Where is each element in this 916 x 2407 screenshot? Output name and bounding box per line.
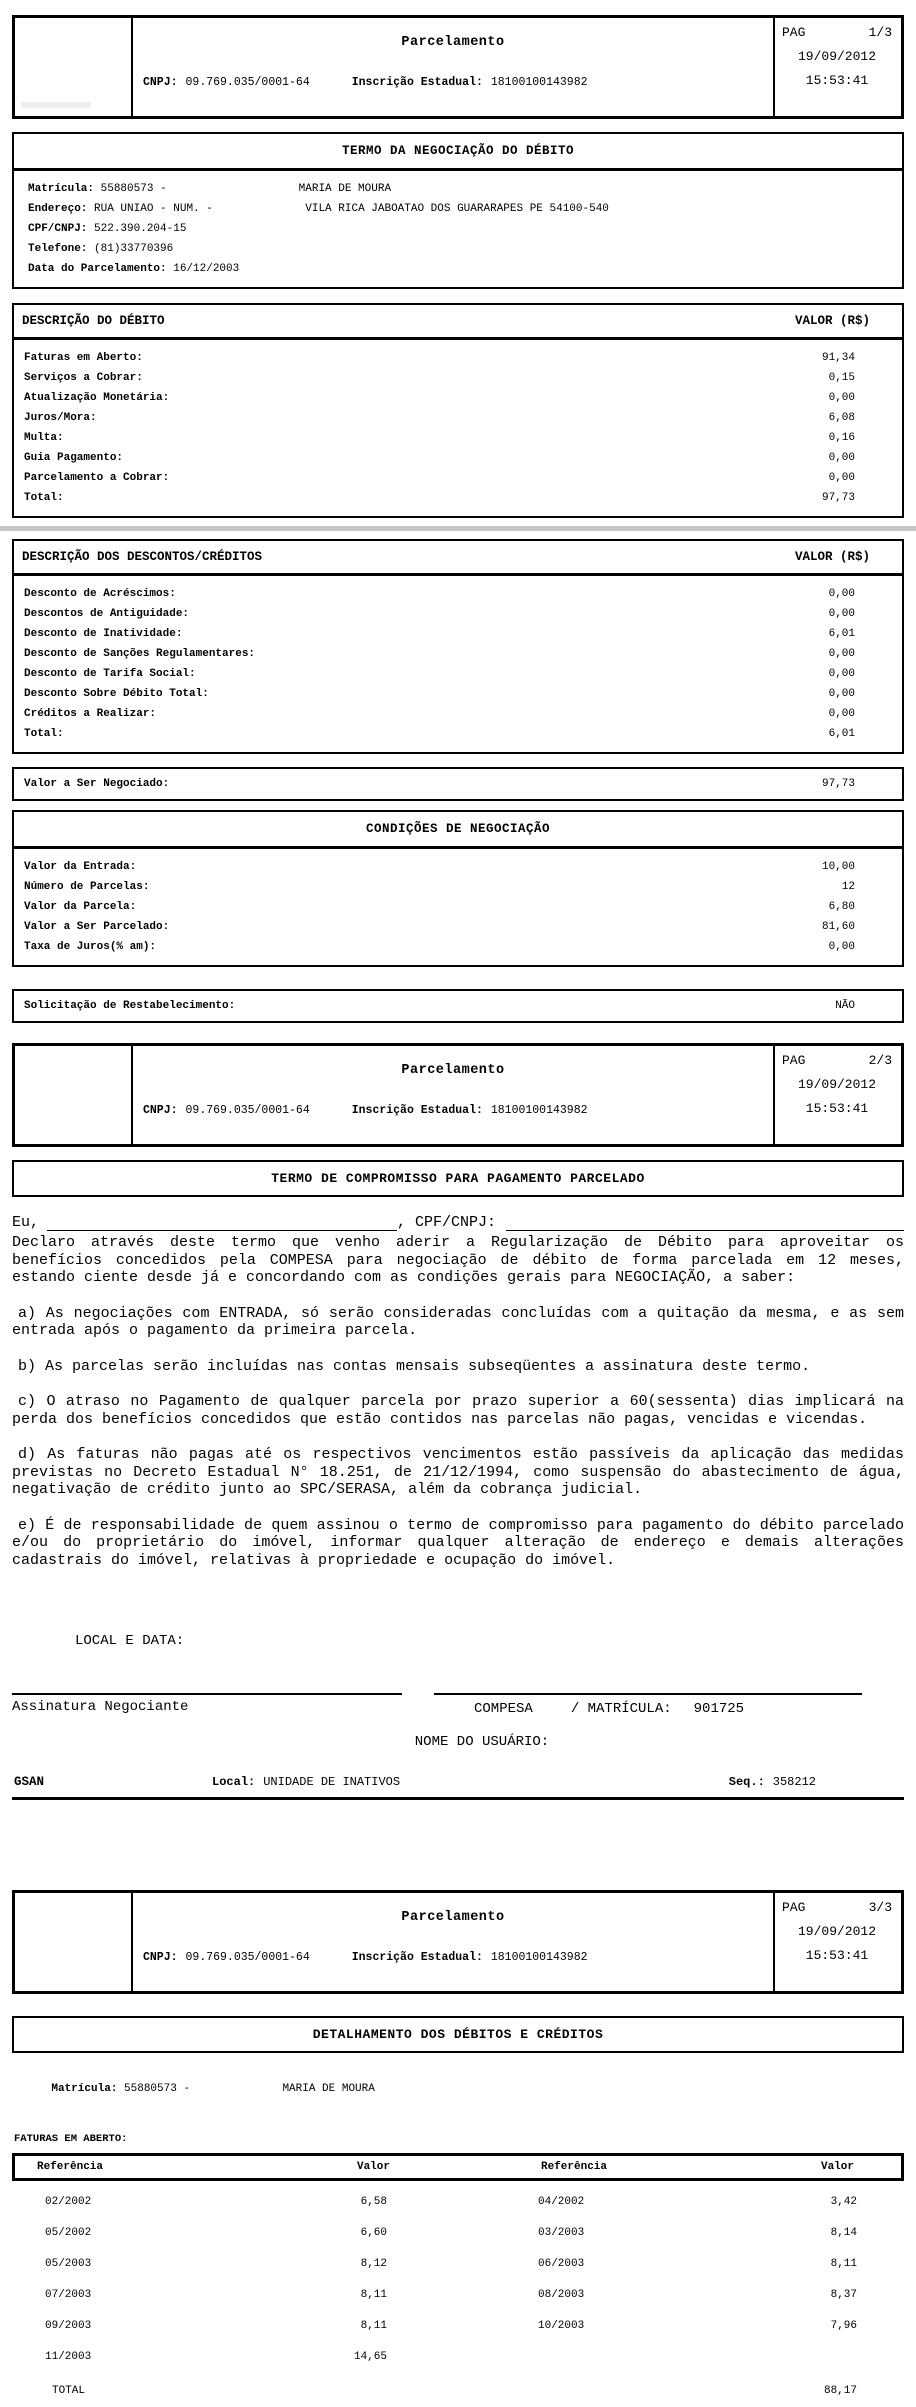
logo-cell <box>15 1046 133 1144</box>
spacer <box>310 76 352 89</box>
detail-title: DETALHAMENTO DOS DÉBITOS E CRÉDITOS <box>12 2016 904 2053</box>
debt-row-label: Juros/Mora: <box>24 412 97 424</box>
col-referencia-1: Referência <box>37 2161 104 2173</box>
discount-total-row <box>14 724 902 744</box>
debt-row-label: Multa: <box>24 432 64 444</box>
local-data-label: LOCAL E DATA: <box>75 1633 185 1649</box>
debt-row <box>14 348 902 368</box>
header-center <box>133 1046 773 1144</box>
debt-description-section <box>12 303 904 518</box>
field-label: Matrícula: <box>28 183 95 195</box>
condition-row-value: 81,60 <box>821 921 855 933</box>
section-body <box>14 576 902 752</box>
seq-value: 358212 <box>772 1775 816 1789</box>
local-value: UNIDADE DE INATIVOS <box>263 1775 401 1789</box>
page1-header <box>12 15 904 119</box>
ie-value: 18100100143982 <box>490 1951 588 1964</box>
open-invoices-label: FATURAS EM ABERTO: <box>14 2133 128 2145</box>
pag-label: PAG <box>782 1900 806 1915</box>
negotiation-terms-section <box>12 132 904 289</box>
discount-row <box>14 664 902 684</box>
condition-row-label: Número de Parcelas: <box>24 881 150 893</box>
ie-value: 18100100143982 <box>490 1104 588 1117</box>
logo-cell <box>15 18 133 116</box>
condition-row <box>14 917 902 937</box>
matricula-label: Matrícula: <box>51 2083 118 2095</box>
endereco-row <box>14 199 902 219</box>
debt-row-label: Serviços a Cobrar: <box>24 372 143 384</box>
section-title: TERMO DA NEGOCIAÇÃO DO DÉBITO <box>14 134 902 171</box>
ref-cell: 03/2003 <box>538 2227 585 2239</box>
ie-label: Inscrição Estadual: <box>351 76 483 89</box>
seq-label: Seq.: <box>728 1775 765 1789</box>
condition-row-value: 12 <box>841 881 855 893</box>
cnpj-value: 09.769.035/0001-64 <box>185 1951 310 1964</box>
debt-row-label: Parcelamento a Cobrar: <box>24 472 170 484</box>
ref-cell: 08/2003 <box>538 2289 585 2301</box>
signer-caption: Assinatura Negociante <box>12 1699 189 1715</box>
table-row <box>12 2218 904 2249</box>
field-label: CPF/CNPJ: <box>28 223 88 235</box>
valor-cell: 3,42 <box>830 2196 857 2208</box>
debt-row-value: 0,16 <box>828 432 855 444</box>
ref-cell: 04/2002 <box>538 2196 585 2208</box>
condition-row-label: Valor a Ser Parcelado: <box>24 921 170 933</box>
valor-cell: 8,37 <box>830 2289 857 2301</box>
signer-signature-block <box>12 1693 402 1717</box>
ref-cell: 11/2003 <box>45 2351 92 2363</box>
discount-row-label: Desconto de Acréscimos: <box>24 588 176 600</box>
section-body <box>14 171 902 287</box>
cnpj-label: CNPJ: <box>143 1951 178 1964</box>
signature-line <box>434 1693 862 1695</box>
discount-row <box>14 584 902 604</box>
discount-row-value: 0,00 <box>828 608 855 620</box>
debt-row-value: 0,00 <box>828 472 855 484</box>
total-value: 88,17 <box>823 2385 857 2397</box>
reestablishment-label: Solicitação de Restabelecimento: <box>24 1000 236 1012</box>
cpf-row <box>14 219 902 239</box>
col-valor-1: Valor <box>356 2161 390 2173</box>
reestablishment-strip <box>12 989 904 1023</box>
ref-cell <box>387 2342 652 2373</box>
debt-row-label: Guia Pagamento: <box>24 452 124 464</box>
discount-row-label: Descontos de Antiguidade: <box>24 608 190 620</box>
pag-value: 1/3 <box>868 25 892 40</box>
pag-value: 3/3 <box>868 1900 892 1915</box>
discount-row-value: 0,00 <box>828 708 855 720</box>
debt-row <box>14 468 902 488</box>
discount-row <box>14 644 902 664</box>
cnpj-label: CNPJ: <box>143 76 178 89</box>
discount-row-value: 6,01 <box>828 628 855 640</box>
col-referencia-2: Referência <box>541 2161 608 2173</box>
section-header-row <box>14 541 902 576</box>
condition-row-value: 10,00 <box>821 861 855 873</box>
section-title: CONDIÇÕES DE NEGOCIAÇÃO <box>14 812 902 849</box>
telefone-row <box>14 239 902 259</box>
ref-cell: 05/2002 <box>45 2227 92 2239</box>
spacer <box>310 1104 352 1117</box>
section-title: DESCRIÇÃO DOS DESCONTOS/CRÉDITOS <box>22 550 263 564</box>
negotiated-value-strip <box>12 767 904 801</box>
cpf-blank-line <box>506 1215 904 1231</box>
discount-row <box>14 684 902 704</box>
debt-row-value: 0,15 <box>828 372 855 384</box>
print-date: 19/09/2012 <box>797 49 876 64</box>
page-number <box>782 25 892 40</box>
discounts-section <box>12 539 904 754</box>
condition-row <box>14 877 902 897</box>
valor-cell: 8,12 <box>360 2258 387 2270</box>
discount-row-value: 0,00 <box>828 648 855 660</box>
page-number <box>782 1053 892 1068</box>
condition-row-value: 0,00 <box>828 941 855 953</box>
logo-cell <box>15 1893 133 1991</box>
local-label: Local: <box>212 1775 256 1789</box>
valor-cell: 8,11 <box>830 2258 857 2270</box>
section-body <box>14 340 902 516</box>
pag-label: PAG <box>782 1053 806 1068</box>
valor-cell: 8,11 <box>360 2320 387 2332</box>
field-value: (81)33770396 <box>87 243 174 255</box>
debt-total-row <box>14 488 902 508</box>
footer-local <box>212 1775 400 1789</box>
pag-value: 2/3 <box>868 1053 892 1068</box>
discount-row-value: 0,00 <box>828 588 855 600</box>
valor-cell: 14,65 <box>353 2351 387 2363</box>
table-total-row <box>12 2376 904 2407</box>
discount-row-label: Créditos a Realizar: <box>24 708 157 720</box>
condition-row-label: Valor da Entrada: <box>24 861 137 873</box>
condition-row <box>14 937 902 957</box>
cnpj-value: 09.769.035/0001-64 <box>185 76 310 89</box>
data-parcelamento-row <box>14 259 902 279</box>
field-value: 16/12/2003 <box>166 263 240 275</box>
valor-header: VALOR (R$) <box>794 550 870 564</box>
valor-cell: 6,58 <box>360 2196 387 2208</box>
page2-header <box>12 1043 904 1147</box>
footer-seq <box>729 1775 816 1789</box>
ie-label: Inscrição Estadual: <box>351 1951 483 1964</box>
company-name: COMPESA <box>474 1701 533 1717</box>
clause-c: c) O atraso no Pagamento de qualquer parcela por prazo superior a 60(sessenta) dias implicará na perda dos benefícios concedidos que estão contidos nas parcelas não pagas, vencidas e vicendas. <box>12 1393 904 1428</box>
report-title: Parcelamento <box>401 1063 505 1078</box>
discount-row-label: Desconto de Inatividade: <box>24 628 183 640</box>
field-value: RUA UNIAO - NUM. - VILA RICA JABOATAO DOS GUARARAPES PE 54100-540 <box>87 203 609 215</box>
cpf-label: , CPF/CNPJ: <box>397 1214 497 1231</box>
ref-cell: 05/2003 <box>45 2258 92 2270</box>
user-name-label: NOME DO USUÁRIO: <box>414 1734 550 1750</box>
invoices-table-header <box>12 2153 904 2181</box>
debt-row <box>14 448 902 468</box>
debt-row-value: 97,73 <box>821 492 855 504</box>
condition-row-label: Valor da Parcela: <box>24 901 137 913</box>
debt-row-label: Total: <box>24 492 64 504</box>
commitment-intro-line <box>12 1214 904 1231</box>
pag-label: PAG <box>782 25 806 40</box>
report-title: Parcelamento <box>401 35 505 50</box>
table-row <box>12 2342 904 2373</box>
field-label: Endereço: <box>28 203 88 215</box>
company-signature-block <box>434 1693 862 1717</box>
matricula-value: 901725 <box>693 1701 745 1717</box>
section-title: DESCRIÇÃO DO DÉBITO <box>22 314 165 328</box>
print-date: 19/09/2012 <box>797 1924 876 1939</box>
table-row <box>12 2280 904 2311</box>
debt-row-label: Faturas em Aberto: <box>24 352 143 364</box>
debt-row <box>14 428 902 448</box>
header-center <box>133 18 773 116</box>
condition-row-label: Taxa de Juros(% am): <box>24 941 157 953</box>
discount-row <box>14 704 902 724</box>
clause-e: e) É de responsabilidade de quem assinou o termo de compromisso para pagamento do débito parcelado e/ou do proprietário do imóvel, informar qualquer alteração de endereço e demais alterações cadastrais do imóvel, relativas à propriedade e ocupação do imóvel. <box>12 1516 904 1569</box>
ie-label: Inscrição Estadual: <box>351 1104 483 1117</box>
report-title: Parcelamento <box>401 1910 505 1925</box>
debt-row-value: 91,34 <box>821 352 855 364</box>
matricula-label: / MATRÍCULA: <box>570 1701 672 1717</box>
field-label: Telefone: <box>28 243 88 255</box>
company-ids <box>133 76 773 89</box>
ref-cell: 09/2003 <box>45 2320 92 2332</box>
section-body <box>14 849 902 965</box>
debt-row-value: 6,08 <box>828 412 855 424</box>
valor-cell: 8,14 <box>830 2227 857 2239</box>
spacer <box>310 1951 352 1964</box>
page-number <box>782 1900 892 1915</box>
print-date: 19/09/2012 <box>797 1077 876 1092</box>
negotiation-conditions-section <box>12 810 904 967</box>
field-value: 522.390.204-15 <box>87 223 187 235</box>
debt-row-label: Atualização Monetária: <box>24 392 170 404</box>
valor-cell: 8,11 <box>360 2289 387 2301</box>
company-caption <box>434 1701 862 1717</box>
gray-divider <box>0 526 916 531</box>
table-row <box>12 2311 904 2342</box>
debt-row-value: 0,00 <box>828 392 855 404</box>
reestablishment-value: NÃO <box>835 1000 855 1012</box>
ref-cell: 07/2003 <box>45 2289 92 2301</box>
condition-row <box>14 857 902 877</box>
print-time: 15:53:41 <box>805 1948 869 1963</box>
company-ids <box>133 1951 773 1964</box>
field-value: 55880573 - MARIA DE MOURA <box>94 183 392 195</box>
table-row <box>12 2249 904 2280</box>
cnpj-value: 09.769.035/0001-64 <box>185 1104 310 1117</box>
valor-cell: 6,60 <box>360 2227 387 2239</box>
empty-cell <box>202 2376 387 2407</box>
discount-row-value: 0,00 <box>828 668 855 680</box>
page-info <box>773 18 901 116</box>
page-info <box>773 1046 901 1144</box>
debt-row <box>14 408 902 428</box>
debt-row <box>14 388 902 408</box>
print-time: 15:53:41 <box>805 1101 869 1116</box>
valor-header: VALOR (R$) <box>794 314 870 328</box>
page-info <box>773 1893 901 1991</box>
clause-d: d) As faturas não pagas até os respectivos vencimentos estão passíveis da aplicação das medidas previstas no Decreto Estadual N° 18.251, de 21/12/1994, como suspensão do abastecimento de água, negativação de crédito junto ao SPC/SERASA, além da cobrança judicial. <box>12 1446 904 1498</box>
valor-cell: 7,96 <box>830 2320 857 2332</box>
empty-cell <box>387 2376 652 2407</box>
company-ids <box>133 1104 773 1117</box>
signature-row <box>12 1693 904 1717</box>
report-footer <box>12 1775 904 1800</box>
name-blank-line <box>47 1215 397 1231</box>
negotiated-value-label: Valor a Ser Negociado: <box>24 778 170 790</box>
discount-row-label: Desconto de Sanções Regulamentares: <box>24 648 256 660</box>
clause-a: a) As negociações com ENTRADA, só serão consideradas concluídas com a quitação da mesma, e as sem entrada após o pagamento da primeira parcela. <box>12 1304 904 1339</box>
discount-row-label: Desconto Sobre Débito Total: <box>24 688 209 700</box>
col-valor-2: Valor <box>820 2161 854 2173</box>
commitment-title: TERMO DE COMPROMISSO PARA PAGAMENTO PARCELADO <box>12 1160 904 1197</box>
app-name: GSAN <box>14 1775 45 1789</box>
discount-row-value: 0,00 <box>828 688 855 700</box>
discount-row <box>14 624 902 644</box>
ref-cell: 10/2003 <box>538 2320 585 2332</box>
clause-b: b) As parcelas serão incluídas nas contas mensais subseqüentes a assinatura deste termo. <box>18 1357 811 1375</box>
header-center <box>133 1893 773 1991</box>
condition-row <box>14 897 902 917</box>
debt-row <box>14 368 902 388</box>
field-label: Data do Parcelamento: <box>28 263 167 275</box>
matricula-row <box>14 179 902 199</box>
discount-row <box>14 604 902 624</box>
signature-line <box>12 1693 402 1695</box>
condition-row-value: 6,80 <box>828 901 855 913</box>
page3-header <box>12 1890 904 1994</box>
ie-value: 18100100143982 <box>490 76 588 89</box>
cnpj-label: CNPJ: <box>143 1104 178 1117</box>
print-time: 15:53:41 <box>805 73 869 88</box>
commitment-paragraph: Declaro através deste termo que venho aderir a Regularização de Débito para aproveitar os benefícios concedidos pela COMPESA para negociação de débito de forma parcelada em 12 meses, estando ciente desde já e concordando com as condições gerais para NEGOCIAÇÃO, a saber: <box>12 1234 904 1286</box>
total-label: TOTAL <box>52 2385 86 2397</box>
ref-cell: 06/2003 <box>538 2258 585 2270</box>
discount-row-value: 6,01 <box>828 728 855 740</box>
matricula-line: 55880573 - MARIA DE MOURA <box>117 2083 375 2095</box>
logo-placeholder-icon <box>21 102 91 108</box>
table-row <box>12 2187 904 2218</box>
eu-label: Eu, <box>12 1214 40 1231</box>
ref-cell: 02/2002 <box>45 2196 92 2208</box>
detail-matricula-row <box>25 2071 916 2107</box>
invoices-table-body <box>12 2187 904 2373</box>
section-header-row <box>14 305 902 340</box>
discount-row-label: Total: <box>24 728 64 740</box>
negotiated-value: 97,73 <box>821 778 855 790</box>
debt-row-value: 0,00 <box>828 452 855 464</box>
discount-row-label: Desconto de Tarifa Social: <box>24 668 196 680</box>
valor-cell <box>652 2342 904 2373</box>
